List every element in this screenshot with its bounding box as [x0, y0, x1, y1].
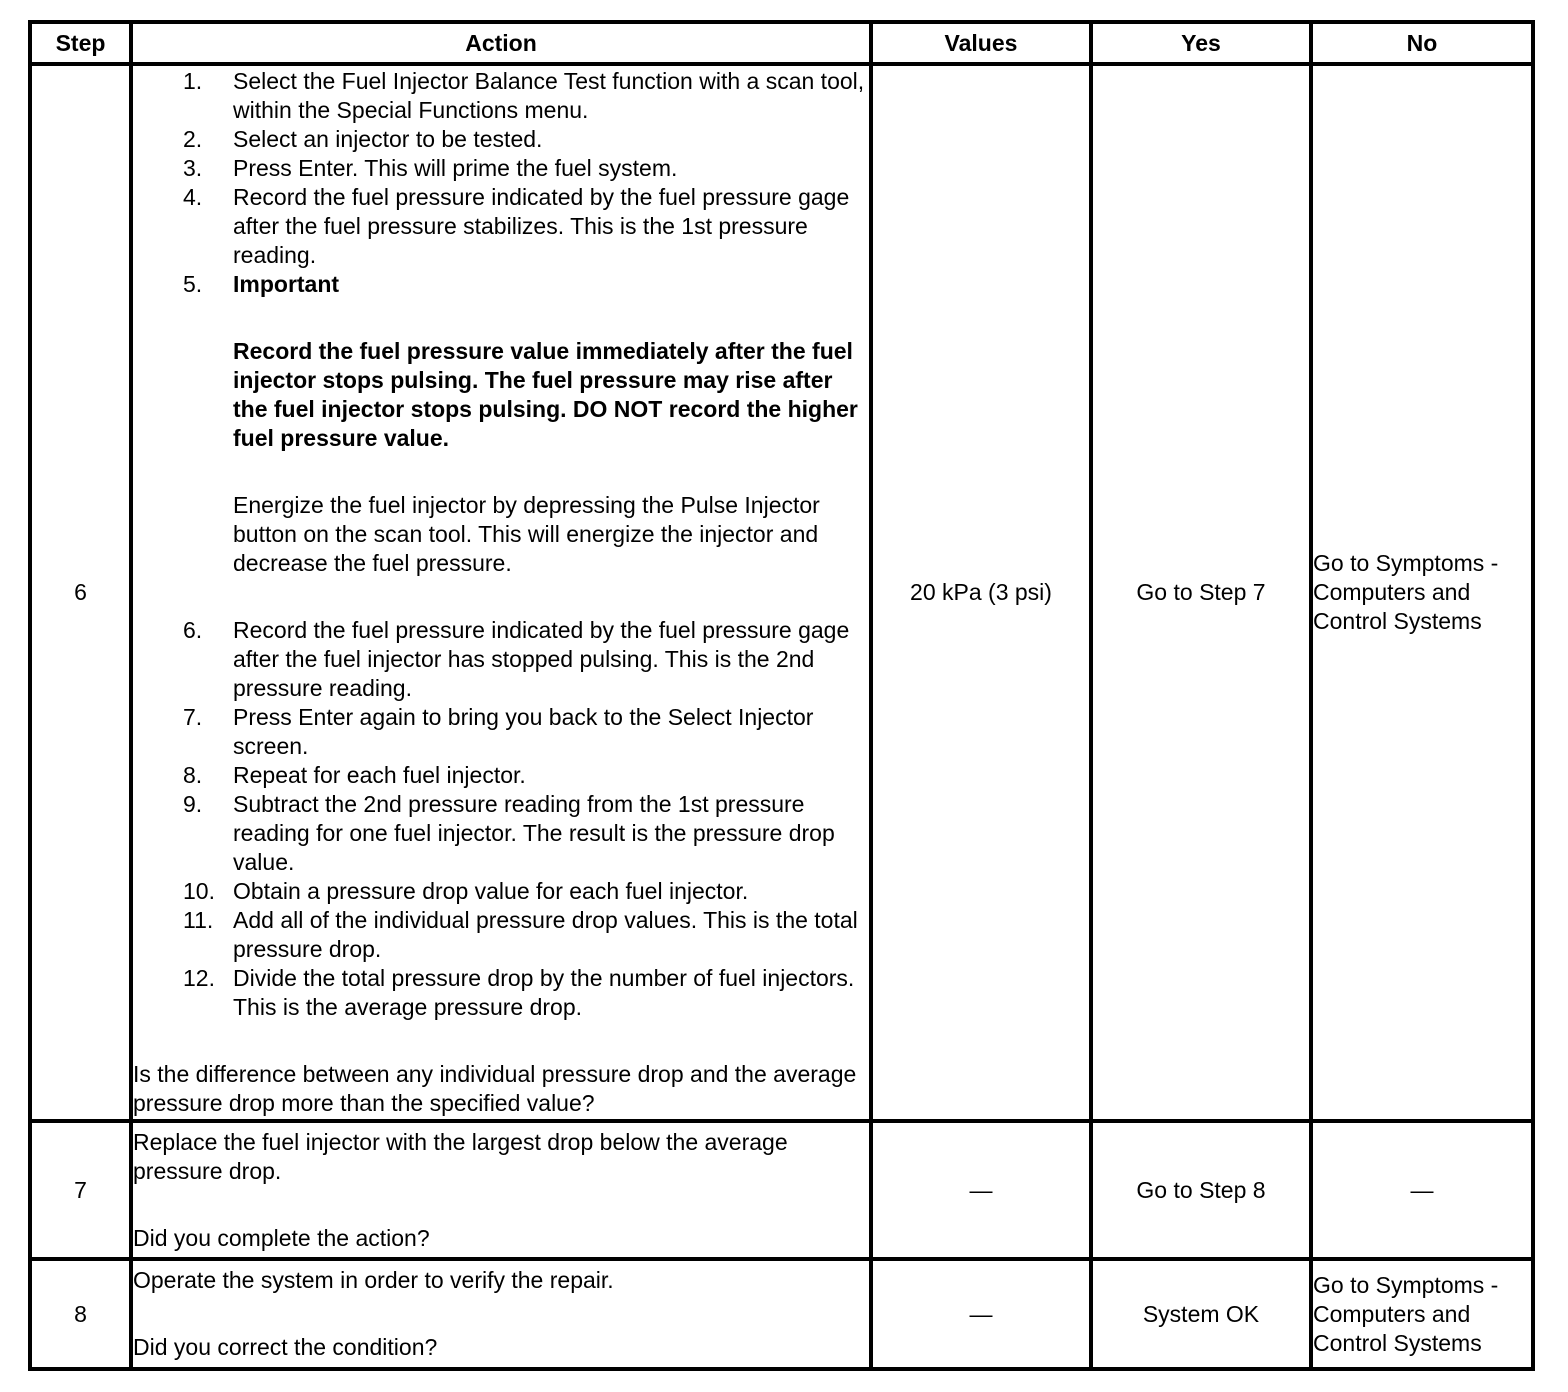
important-label: Important: [233, 271, 340, 297]
diagnostic-table: [28, 20, 1535, 1371]
list-number: 7.: [183, 704, 203, 730]
list-number: 12.: [183, 965, 215, 991]
list-text: Subtract the 2nd pressure reading from the 1st pressure reading for one fuel injector. The result is the pressure drop value.: [233, 791, 835, 875]
energize-text: Energize the fuel injector by depressing the Pulse Injector button on the scan tool. This will energize the injector and decrease the fuel pressure.: [233, 492, 820, 576]
list-item: [133, 703, 869, 761]
list-number: 9.: [183, 791, 203, 817]
list-text: Divide the total pressure drop by the number of fuel injectors. This is the average pressure drop.: [233, 965, 855, 1020]
list-item: [133, 616, 869, 703]
yes-cell: System OK: [1091, 1259, 1311, 1369]
list-text: Press Enter again to bring you back to the Select Injector screen.: [233, 704, 814, 759]
list-item: [133, 270, 869, 299]
list-item: [133, 154, 869, 183]
table-row-step-8: [30, 1259, 1533, 1369]
list-number: 11.: [183, 907, 214, 933]
question-text: Is the difference between any individual pressure drop and the average pressure drop more than the specified value?: [133, 1061, 857, 1116]
table-row-step-7: [30, 1121, 1533, 1259]
list-number: 8.: [183, 762, 203, 788]
yes-cell: Go to Step 7: [1091, 64, 1311, 1121]
list-text: Add all of the individual pressure drop values. This is the total pressure drop.: [233, 907, 858, 962]
list-number: 1.: [183, 68, 203, 94]
header-action: Action: [131, 22, 871, 64]
list-number: 4.: [183, 184, 203, 210]
values-cell: —: [871, 1259, 1091, 1369]
header-values: Values: [871, 22, 1091, 64]
question-text: Did you complete the action?: [133, 1224, 430, 1251]
list-item: [133, 183, 869, 270]
action-cell: [131, 1259, 871, 1369]
action-text: Operate the system in order to verify the repair.: [133, 1267, 614, 1293]
list-item: [133, 790, 869, 877]
list-item: [133, 67, 869, 125]
list-item: [133, 761, 869, 790]
step-number: 8: [30, 1259, 131, 1369]
list-number: 5.: [183, 271, 203, 297]
list-item: [133, 906, 869, 964]
list-text: Obtain a pressure drop value for each fuel injector.: [233, 878, 749, 904]
question-text: Did you correct the condition?: [133, 1334, 438, 1360]
list-text: Select an injector to be tested.: [233, 126, 543, 152]
list-text: Record the fuel pressure indicated by the fuel pressure gage after the fuel injector has stopped pulsing. This is the 2nd pressure reading.: [233, 617, 850, 701]
important-note: Record the fuel pressure value immediately after the fuel injector stops pulsing. The fuel pressure may rise after the fuel injector stops pulsing. DO NOT record the higher fuel pressure value.: [233, 338, 858, 451]
table-row-step-6: [30, 64, 1533, 1121]
values-cell: —: [871, 1121, 1091, 1259]
values-cell: 20 kPa (3 psi): [871, 64, 1091, 1121]
list-text: Select the Fuel Injector Balance Test function with a scan tool, within the Special Functions menu.: [233, 68, 865, 123]
header-row: [30, 22, 1533, 64]
header-step: Step: [30, 22, 131, 64]
list-number: 2.: [183, 126, 203, 152]
header-yes: Yes: [1091, 22, 1311, 64]
no-cell: Go to Symptoms - Computers and Control Systems: [1311, 1259, 1533, 1369]
step-number: 7: [30, 1121, 131, 1259]
action-text: Replace the fuel injector with the largest drop below the average pressure drop.: [133, 1128, 788, 1184]
list-item: [133, 125, 869, 154]
step-number: 6: [30, 64, 131, 1121]
list-text: Record the fuel pressure indicated by the fuel pressure gage after the fuel pressure stabilizes. This is the 1st pressure reading.: [233, 184, 850, 268]
no-cell: Go to Symptoms - Computers and Control Systems: [1311, 64, 1533, 1121]
header-no: No: [1311, 22, 1533, 64]
list-number: 10.: [183, 878, 215, 904]
list-item: [133, 877, 869, 906]
list-item: [133, 964, 869, 1022]
action-cell: [131, 1121, 871, 1259]
list-text: Repeat for each fuel injector.: [233, 762, 526, 788]
action-cell: [131, 64, 871, 1121]
no-cell: —: [1311, 1121, 1533, 1259]
list-text: Press Enter. This will prime the fuel system.: [233, 155, 678, 181]
list-number: 6.: [183, 617, 203, 643]
list-number: 3.: [183, 155, 203, 181]
yes-cell: Go to Step 8: [1091, 1121, 1311, 1259]
